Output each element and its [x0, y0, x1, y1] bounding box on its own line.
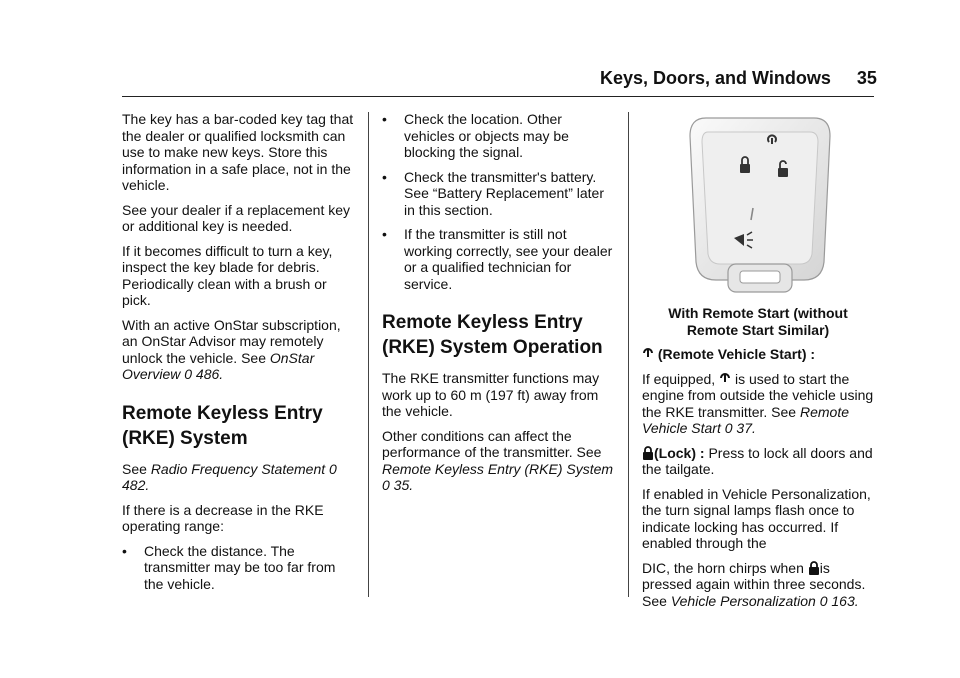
paragraph: With an active OnStar subscription, an OnStar Advisor may remotely unlock the vehicle. See OnStar Overview 0 486. — [122, 316, 341, 382]
link-rke-system[interactable]: Remote Keyless Entry (RKE) System — [382, 460, 614, 477]
link-remote-vehicle-start[interactable]: Remote Vehicle Start — [642, 403, 849, 436]
remote-start-icon — [719, 372, 731, 386]
list-item: • Check the location. Other vehicles or objects may be blocking the signal. — [382, 111, 569, 160]
column-2 — [382, 111, 614, 502]
page-header — [600, 68, 877, 89]
paragraph: See Radio Frequency Statement 0 482. — [122, 460, 337, 493]
section-heading: Remote Keyless Entry (RKE) System Operation — [382, 312, 603, 358]
paragraph: DIC, the horn chirps when is pressed again within three seconds. See Vehicle Personalization 0 163. — [642, 559, 866, 609]
link-radio-frequency[interactable]: Radio Frequency Statement — [150, 460, 326, 477]
column-divider-2 — [628, 112, 629, 597]
paragraph: The key has a bar-coded key tag that the dealer or qualified locksmith can use to make new keys. Store this information in a safe place, not in the vehicle. — [122, 111, 354, 193]
paragraph: If equipped, is used to start the engine from outside the vehicle using the RKE transmitter. See Remote Vehicle Start 0 37. — [642, 370, 874, 436]
remote-start-icon — [642, 347, 654, 361]
column-3 — [642, 305, 874, 617]
link-vehicle-personalization[interactable]: Vehicle Personalization — [670, 592, 816, 609]
page-number: 35 — [856, 68, 877, 88]
header-rule — [122, 96, 874, 97]
link-onstar-overview[interactable]: OnStar Overview — [122, 349, 315, 382]
list-item: • Check the transmitter's battery. See “Battery Replacement” later in this section. — [382, 168, 604, 218]
bullet-icon: • — [122, 542, 127, 559]
lock-icon — [808, 561, 820, 575]
section-heading: Remote Keyless Entry (RKE) System — [122, 402, 323, 449]
list-item: • Check the distance. The transmitter may be too far from the vehicle. — [122, 542, 336, 592]
bullet-icon: • — [382, 168, 387, 185]
paragraph: If there is a decrease in the RKE operating range: — [122, 501, 324, 534]
paragraph: Other conditions can affect the performance of the transmitter. See Remote Keyless Entry (RKE) System 0 35. — [382, 427, 614, 493]
section-title: Keys, Doors, and Windows — [600, 68, 831, 88]
paragraph: If it becomes difficult to turn a key, inspect the key blade for debris. Periodically clean with a brush or pick. — [122, 242, 333, 308]
key-fob-illustration — [688, 114, 832, 294]
paragraph: If enabled in Vehicle Personalization, the turn signal lamps flash once to indicate locking has occurred. If enabled through the — [642, 485, 871, 551]
paragraph: The RKE transmitter functions may work up to 60 m (197 ft) away from the vehicle. — [382, 370, 600, 419]
paragraph: (Lock) : Press to lock all doors and the tailgate. — [642, 444, 873, 477]
paragraph: See your dealer if a replacement key or additional key is needed. — [122, 201, 351, 234]
remote-start-label: (Remote Vehicle Start) : — [642, 346, 874, 363]
column-divider-1 — [368, 112, 369, 597]
lock-icon — [642, 446, 654, 460]
bullet-icon: • — [382, 111, 387, 127]
column-1 — [122, 111, 358, 600]
figure-caption: With Remote Start (without Remote Start Similar) — [668, 305, 848, 338]
bullet-icon: • — [382, 226, 387, 242]
list-item: • If the transmitter is still not working correctly, see your dealer or a qualified technician for service. — [382, 226, 613, 292]
